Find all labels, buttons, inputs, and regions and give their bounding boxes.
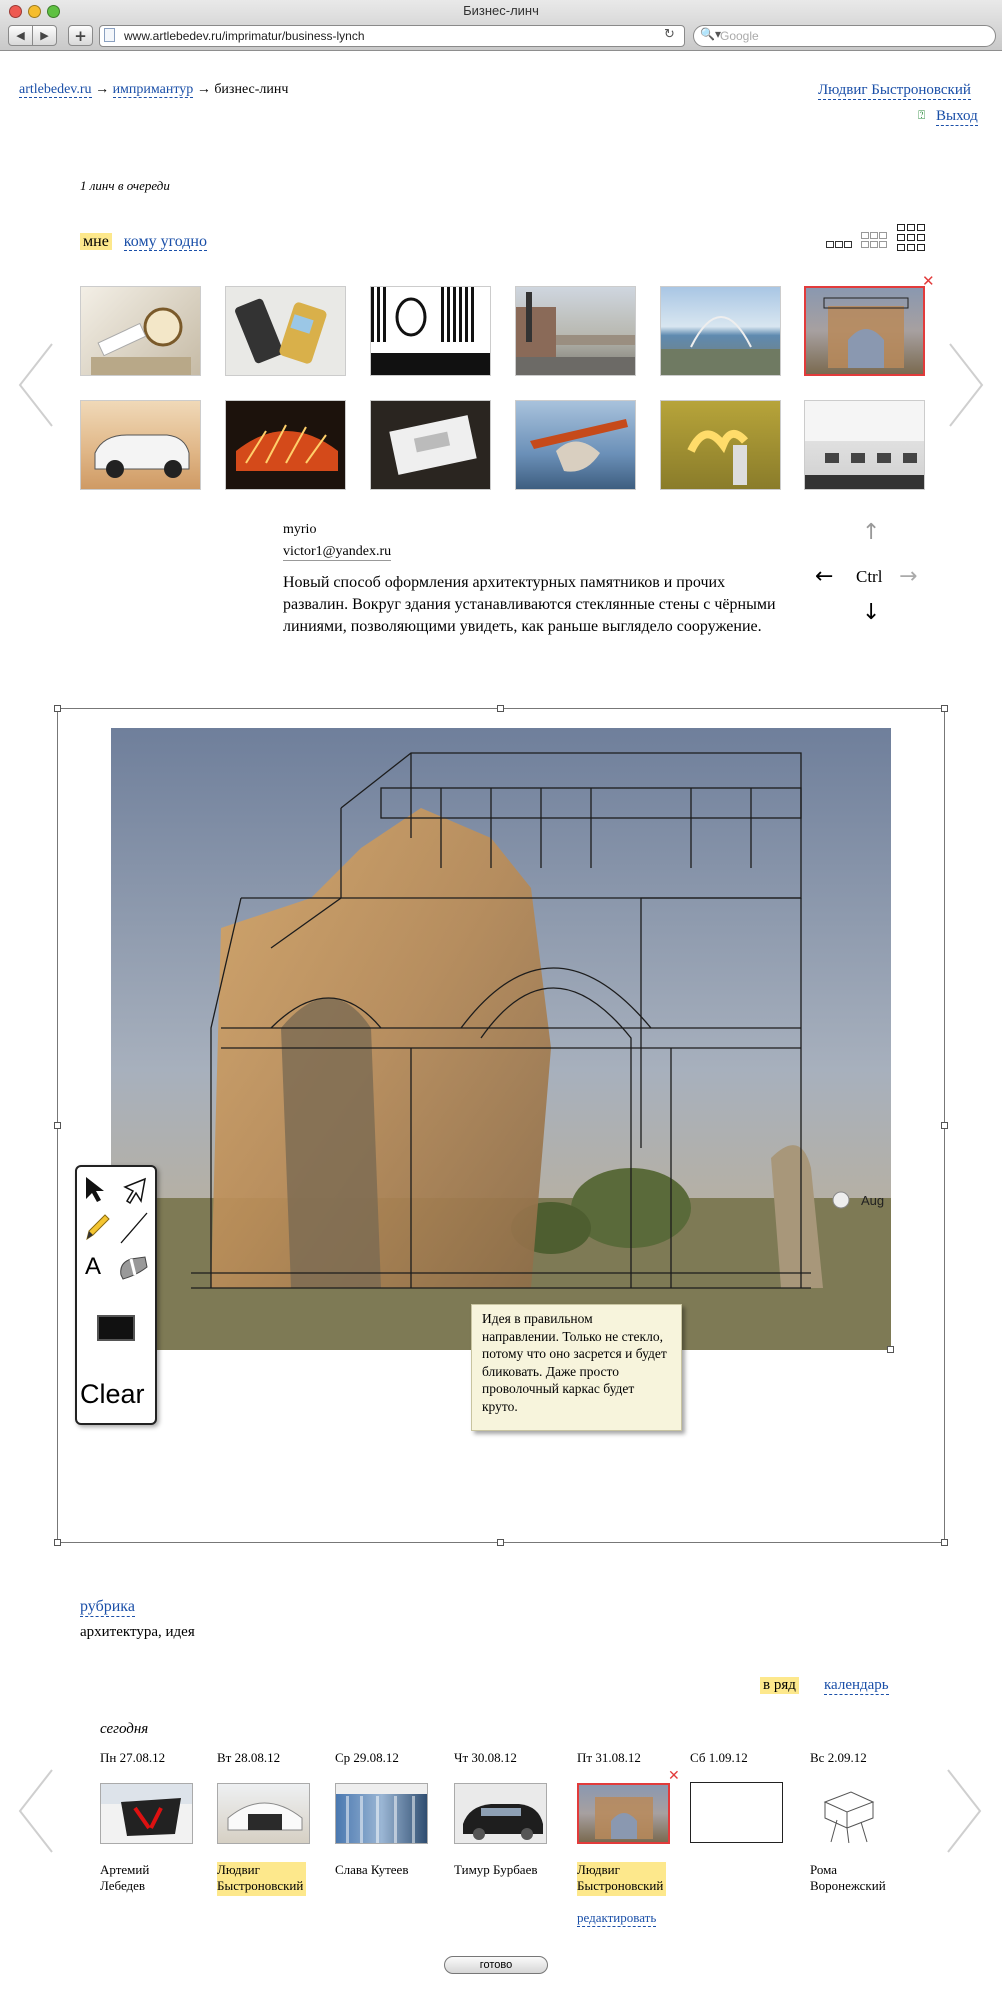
- day-person-line1: Артемий: [100, 1862, 150, 1877]
- gallery-thumb[interactable]: [80, 400, 201, 490]
- resize-handle[interactable]: [941, 1539, 948, 1546]
- clear-button[interactable]: Clear: [80, 1379, 145, 1409]
- window-title: Бизнес-линч: [463, 3, 539, 18]
- day-person-line2: Воронежский: [810, 1878, 886, 1893]
- gallery-thumb[interactable]: [225, 400, 346, 490]
- resize-handle[interactable]: [54, 705, 61, 712]
- remove-thumb-icon[interactable]: ✕: [922, 272, 935, 290]
- direct-select-arrow-icon[interactable]: [119, 1175, 149, 1205]
- reload-icon[interactable]: ↻: [664, 27, 675, 42]
- day-thumb[interactable]: [454, 1783, 547, 1844]
- post-email[interactable]: victor1@yandex.ru: [283, 544, 392, 559]
- filter-anyone-tab[interactable]: кому угодно: [123, 233, 207, 250]
- search-input[interactable]: Google: [693, 25, 996, 47]
- gallery-thumb[interactable]: [804, 400, 925, 490]
- view-calendar-tab[interactable]: календарь: [824, 1677, 889, 1693]
- breadcrumb-home[interactable]: artlebedev.ru: [19, 82, 92, 97]
- gallery-thumb[interactable]: [660, 286, 781, 376]
- calendar-next-arrow[interactable]: [944, 1766, 984, 1856]
- rubric-value: архитектура, идея: [80, 1624, 195, 1640]
- view-small-icon[interactable]: [826, 237, 852, 251]
- day-person-line1: Людвиг: [577, 1862, 620, 1877]
- drawing-toolbox: [75, 1165, 157, 1425]
- image-resize-handle[interactable]: [887, 1346, 894, 1353]
- resize-handle[interactable]: [941, 1122, 948, 1129]
- breadcrumb-arrow-2: →: [196, 82, 211, 97]
- nav-left-icon[interactable]: ←: [815, 564, 834, 589]
- edit-link[interactable]: редактировать: [577, 1910, 657, 1925]
- forward-button[interactable]: ▶: [32, 25, 57, 46]
- address-bar[interactable]: www.artlebedev.ru/imprimatur/business-lynch: [99, 25, 685, 47]
- text-tool-icon[interactable]: A: [85, 1253, 102, 1280]
- logout-icon: ⍰: [918, 108, 926, 122]
- gallery-thumb-selected[interactable]: [804, 286, 925, 376]
- main-photo: [111, 728, 891, 1350]
- day-thumb-selected[interactable]: [577, 1783, 670, 1844]
- view-medium-icon[interactable]: [861, 232, 887, 252]
- gallery-next-arrow[interactable]: [946, 340, 986, 430]
- minimize-window-button[interactable]: [28, 5, 41, 18]
- day-person: [454, 1862, 537, 1878]
- resize-handle[interactable]: [497, 1539, 504, 1546]
- resize-handle[interactable]: [54, 1539, 61, 1546]
- day-date: Чт 30.08.12: [454, 1750, 517, 1765]
- gallery-thumb[interactable]: [370, 286, 491, 376]
- day-person-line2: Быстроновский: [217, 1878, 304, 1893]
- filter-mine-tab[interactable]: мне: [80, 233, 112, 250]
- user-name-link[interactable]: Людвиг Быстроновский: [818, 82, 971, 98]
- line-tool-icon[interactable]: [119, 1211, 149, 1245]
- post-author: myrio: [283, 522, 317, 537]
- day-person-line1: Слава Кутеев: [335, 1862, 409, 1877]
- color-swatch[interactable]: [97, 1315, 135, 1341]
- add-bookmark-button[interactable]: +: [68, 25, 93, 46]
- day-person-line2: Лебедев: [100, 1878, 146, 1893]
- rubric-label[interactable]: рубрика: [80, 1598, 135, 1615]
- day-date: Ср 29.08.12: [335, 1750, 399, 1765]
- day-date: Сб 1.09.12: [690, 1750, 748, 1765]
- day-person: [335, 1862, 408, 1878]
- gallery-thumb[interactable]: [370, 400, 491, 490]
- filter-tabs: [80, 233, 207, 251]
- nav-down-icon[interactable]: ↓: [862, 600, 881, 625]
- page-icon: [104, 28, 115, 42]
- pencil-icon[interactable]: [83, 1213, 111, 1241]
- breadcrumb-current: бизнес-линч: [214, 82, 289, 97]
- day-person-line2: Быстроновский: [577, 1878, 664, 1893]
- gallery-thumb[interactable]: [660, 400, 781, 490]
- logout-link[interactable]: Выход: [936, 108, 978, 124]
- search-icon: 🔍▾: [700, 27, 721, 41]
- day-empty-slot[interactable]: [690, 1782, 783, 1843]
- day-person-line1: Людвиг: [217, 1862, 260, 1877]
- ctrl-label: Ctrl: [856, 567, 883, 586]
- view-row-tab[interactable]: в ряд: [760, 1677, 799, 1694]
- done-button[interactable]: готово: [444, 1956, 548, 1974]
- gallery-thumb[interactable]: [515, 400, 636, 490]
- calendar-prev-arrow[interactable]: [16, 1766, 56, 1856]
- gallery-thumb[interactable]: [515, 286, 636, 376]
- day-person: [100, 1862, 149, 1894]
- back-button[interactable]: ◀: [8, 25, 33, 46]
- comment-note[interactable]: Идея в правильном направлении. Только не стекло, потому что оно засрется и будет бликовать. Даже просто проволочный каркас будет круто.: [471, 1304, 682, 1431]
- zoom-window-button[interactable]: [47, 5, 60, 18]
- day-thumb[interactable]: [335, 1783, 428, 1844]
- day-person-highlighted: [217, 1862, 306, 1896]
- gallery-thumb[interactable]: [80, 286, 201, 376]
- view-large-icon[interactable]: [897, 224, 925, 252]
- nav-right-icon[interactable]: →: [899, 564, 918, 589]
- breadcrumb: [19, 82, 288, 98]
- post-text: Новый способ оформления архитектурных памятников и прочих развалин. Вокруг здания устанавливаются стеклянные стены с чёрными линиями, позволяющими увидеть, как раньше выглядело сооружение.: [283, 574, 776, 635]
- day-person-line1: Тимур Бурбаев: [454, 1862, 538, 1877]
- day-date: Пн 27.08.12: [100, 1750, 166, 1765]
- day-date: Пт 31.08.12: [577, 1750, 641, 1765]
- breadcrumb-arrow: →: [95, 82, 110, 97]
- gallery-prev-arrow[interactable]: [16, 340, 56, 430]
- resize-handle[interactable]: [497, 705, 504, 712]
- gallery-thumb[interactable]: [225, 286, 346, 376]
- day-date: Вт 28.08.12: [217, 1750, 281, 1765]
- resize-handle[interactable]: [941, 705, 948, 712]
- today-label: сегодня: [100, 1721, 149, 1737]
- day-thumb[interactable]: [217, 1783, 310, 1844]
- resize-handle[interactable]: [54, 1122, 61, 1129]
- breadcrumb-section[interactable]: импримантур: [112, 82, 194, 97]
- day-person-highlighted: [577, 1862, 666, 1896]
- queue-status: 1 линч в очереди: [80, 178, 170, 193]
- remove-day-icon[interactable]: ✕: [668, 1768, 680, 1784]
- eraser-icon[interactable]: [117, 1253, 151, 1283]
- close-window-button[interactable]: [9, 5, 22, 18]
- day-date: Вс 2.09.12: [810, 1750, 867, 1765]
- nav-up-icon[interactable]: ↑: [862, 520, 881, 545]
- day-thumb[interactable]: [810, 1783, 903, 1844]
- day-thumb[interactable]: [100, 1783, 193, 1844]
- photo-sign-text: Aug: [861, 1193, 885, 1208]
- day-person: [810, 1862, 886, 1894]
- day-person-line1: Рома: [810, 1862, 838, 1877]
- select-arrow-icon[interactable]: [83, 1175, 111, 1203]
